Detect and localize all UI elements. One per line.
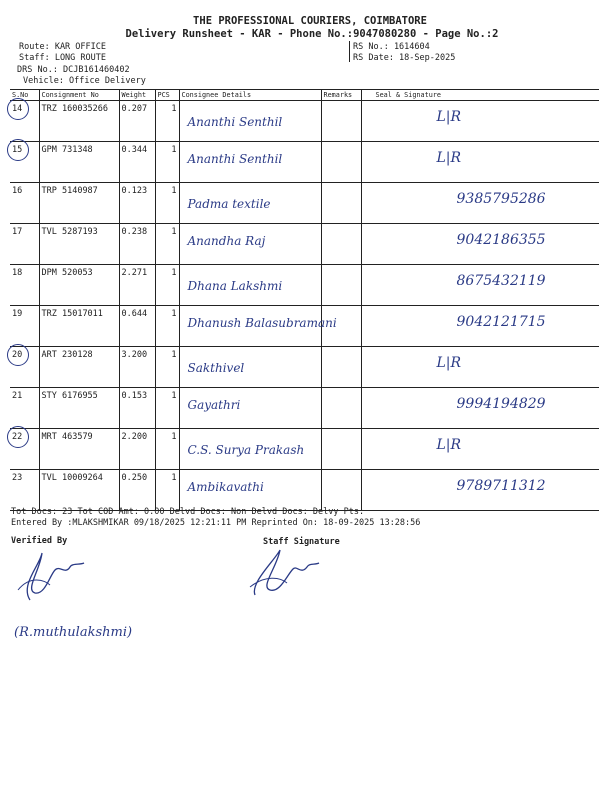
table-row — [10, 306, 599, 347]
circle-mark — [7, 344, 29, 366]
staff-signature-label: Staff Signature — [263, 537, 340, 547]
runsheet-title: Delivery Runsheet - KAR - Phone No.:9047080280 - Page No.:2 — [125, 28, 499, 40]
cell-consignee — [179, 388, 321, 429]
cell-sno — [10, 306, 39, 347]
handwritten-signature: 9789711312 — [456, 478, 546, 494]
cell-remarks — [321, 101, 361, 142]
cell-weight-text: 0.123 — [121, 186, 148, 196]
cell-consignee — [179, 142, 321, 183]
cell-consignment-text: TRP 5140987 — [41, 186, 98, 196]
cell-consignee — [179, 224, 321, 265]
cell-sno-text: 20 — [12, 350, 23, 360]
cell-weight-text: 0.207 — [121, 104, 148, 114]
cell-remarks — [321, 306, 361, 347]
col-header-consignment: Consignment No — [39, 90, 119, 101]
handwritten-consignee: Sakthivel — [187, 361, 245, 375]
circle-mark — [7, 98, 29, 120]
cell-consignment — [39, 101, 119, 142]
cell-consignment — [39, 429, 119, 470]
handwritten-consignee: Anandha Raj — [187, 234, 266, 248]
cell-consignment — [39, 224, 119, 265]
handwritten-signature: L|R — [436, 150, 462, 166]
cell-sno — [10, 224, 39, 265]
rs-no-label: RS No.: 1614604 — [353, 42, 430, 52]
cell-pcs-text: 1 — [171, 309, 177, 319]
cell-weight-text: 2.200 — [121, 432, 148, 442]
handwritten-signature: L|R — [436, 437, 462, 453]
table-row — [10, 429, 599, 470]
cell-pcs-text: 1 — [171, 473, 177, 483]
handwritten-consignee: Ambikavathi — [187, 480, 264, 494]
table-row — [10, 142, 599, 183]
table-row — [10, 388, 599, 429]
col-header-pcs: PCS — [155, 90, 179, 101]
cell-weight-text: 0.344 — [121, 145, 148, 155]
cell-consignee — [179, 429, 321, 470]
cell-pcs — [155, 388, 179, 429]
cell-weight — [119, 347, 155, 388]
company-title: THE PROFESSIONAL COURIERS, COIMBATORE — [193, 15, 427, 27]
cell-sno — [10, 142, 39, 183]
cell-remarks — [321, 224, 361, 265]
cell-sno-text: 23 — [12, 473, 23, 483]
cell-weight-text: 0.644 — [121, 309, 148, 319]
cell-seal-signature — [361, 265, 599, 306]
cell-weight-text: 0.250 — [121, 473, 148, 483]
cell-sno-text: 22 — [12, 432, 23, 442]
cell-consignee — [179, 306, 337, 347]
bottom-handwritten-name: (R.muthulakshmi) — [14, 625, 133, 640]
cell-sno-text: 19 — [12, 309, 23, 319]
cell-consignee — [179, 347, 321, 388]
cell-pcs-text: 1 — [171, 227, 177, 237]
cell-consignment-text: MRT 463579 — [41, 432, 93, 442]
cell-sno-text: 16 — [12, 186, 23, 196]
cell-pcs — [155, 142, 179, 183]
cell-seal-signature — [361, 101, 599, 142]
table-header-row — [10, 90, 599, 101]
drs-no-label: DRS No.: DCJB161460402 — [17, 65, 130, 75]
cell-consignment-text: STY 6176955 — [41, 391, 98, 401]
cell-weight-text: 2.271 — [121, 268, 148, 278]
staff-signature — [245, 545, 325, 600]
cell-pcs — [155, 429, 179, 470]
cell-weight — [119, 224, 155, 265]
cell-remarks — [321, 347, 361, 388]
cell-seal-signature — [361, 388, 599, 429]
consignment-table — [10, 89, 599, 511]
cell-seal-signature — [361, 306, 599, 347]
cell-consignment — [39, 265, 119, 306]
col-header-consignee: Consignee Details — [179, 90, 321, 101]
cell-consignment-text: ART 230128 — [41, 350, 93, 360]
cell-consignment-text: TRZ 160035266 — [41, 104, 109, 114]
verified-signature — [10, 545, 90, 605]
totals-line: Tot Docs: 23 Tot COD Amt: 0.00 Delvd Docs: Non Delvd Docs: Delvy Pts: — [11, 507, 365, 517]
handwritten-signature: L|R — [436, 355, 462, 371]
circle-mark — [7, 139, 29, 161]
handwritten-consignee: C.S. Surya Prakash — [187, 443, 305, 457]
verified-by-label: Verified By — [11, 536, 68, 546]
cell-sno — [10, 470, 39, 511]
handwritten-signature: 9042186355 — [456, 232, 546, 248]
col-header-seal: Seal & Signature — [361, 90, 599, 101]
cell-consignee — [179, 265, 321, 306]
cell-consignee — [179, 101, 321, 142]
cell-remarks — [321, 183, 361, 224]
cell-weight — [119, 183, 155, 224]
cell-sno — [10, 265, 39, 306]
cell-pcs-text: 1 — [171, 268, 177, 278]
cell-seal-signature — [361, 470, 599, 511]
cell-seal-signature — [361, 142, 599, 183]
cell-consignment-text: TVL 5287193 — [41, 227, 98, 237]
cell-weight-text: 3.200 — [121, 350, 148, 360]
cell-weight — [119, 306, 155, 347]
cell-sno — [10, 183, 39, 224]
cell-pcs — [155, 347, 179, 388]
col-header-remarks: Remarks — [321, 90, 361, 101]
cell-sno — [10, 101, 39, 142]
cell-consignment-text: TRZ 15017011 — [41, 309, 103, 319]
cell-sno-text: 15 — [12, 145, 23, 155]
cell-weight — [119, 101, 155, 142]
cell-consignment-text: GPM 731348 — [41, 145, 93, 155]
handwritten-consignee: Gayathri — [187, 398, 241, 412]
table-row — [10, 347, 599, 388]
cell-consignment — [39, 470, 119, 511]
col-header-sno: S.No — [10, 90, 39, 101]
cell-sno-text: 21 — [12, 391, 23, 401]
cell-pcs — [155, 265, 179, 306]
cell-pcs — [155, 470, 179, 511]
table-row — [10, 101, 599, 142]
handwritten-consignee: Padma textile — [187, 197, 271, 211]
cell-pcs-text: 1 — [171, 104, 177, 114]
vehicle-label: Vehicle: Office Delivery — [23, 76, 146, 86]
cell-weight — [119, 429, 155, 470]
cell-remarks — [321, 388, 361, 429]
staff-label: Staff: LONG ROUTE — [19, 53, 106, 63]
cell-consignment — [39, 142, 119, 183]
cell-remarks — [321, 265, 361, 306]
cell-remarks — [321, 429, 361, 470]
handwritten-signature: L|R — [436, 109, 462, 125]
cell-remarks — [321, 142, 361, 183]
table-row — [10, 183, 599, 224]
table-row — [10, 470, 599, 511]
cell-consignment — [39, 347, 119, 388]
route-label: Route: KAR OFFICE — [19, 42, 106, 52]
cell-pcs-text: 1 — [171, 432, 177, 442]
cell-consignment — [39, 388, 119, 429]
col-header-weight: Weight — [119, 90, 155, 101]
cell-pcs-text: 1 — [171, 145, 177, 155]
cell-pcs — [155, 224, 179, 265]
table-row — [10, 265, 599, 306]
handwritten-consignee: Ananthi Senthil — [187, 115, 283, 129]
cell-weight — [119, 470, 155, 511]
cell-consignee — [179, 183, 321, 224]
cell-sno — [10, 388, 39, 429]
cell-pcs — [155, 101, 179, 142]
cell-sno-text: 18 — [12, 268, 23, 278]
cell-weight — [119, 388, 155, 429]
cell-sno-text: 17 — [12, 227, 23, 237]
handwritten-signature: 9994194829 — [456, 396, 546, 412]
cell-sno-text: 14 — [12, 104, 23, 114]
cell-seal-signature — [361, 429, 599, 470]
cell-sno — [10, 347, 39, 388]
cell-weight — [119, 265, 155, 306]
cell-consignment — [39, 306, 119, 347]
cell-consignment-text: TVL 10009264 — [41, 473, 103, 483]
handwritten-consignee: Ananthi Senthil — [187, 152, 283, 166]
handwritten-signature: 9042121715 — [456, 314, 546, 330]
cell-sno — [10, 429, 39, 470]
table-row — [10, 224, 599, 265]
handwritten-consignee: Dhana Lakshmi — [187, 279, 283, 293]
cell-consignment — [39, 183, 119, 224]
entered-by-line: Entered By :MLAKSHMIKAR 09/18/2025 12:21:11 PM Reprinted On: 18-09-2025 13:28:56 — [11, 518, 421, 528]
cell-consignee — [179, 470, 321, 511]
cell-seal-signature — [361, 183, 599, 224]
cell-seal-signature — [361, 347, 599, 388]
cell-pcs-text: 1 — [171, 186, 177, 196]
cell-pcs — [155, 306, 179, 347]
cell-seal-signature — [361, 224, 599, 265]
handwritten-consignee: Dhanush Balasubramani — [187, 316, 337, 330]
cell-pcs-text: 1 — [171, 391, 177, 401]
rs-date-label: RS Date: 18-Sep-2025 — [353, 53, 456, 63]
rs-divider — [349, 41, 350, 62]
cell-pcs — [155, 183, 179, 224]
cell-weight-text: 0.238 — [121, 227, 148, 237]
handwritten-signature: 8675432119 — [456, 273, 546, 289]
cell-consignment-text: DPM 520053 — [41, 268, 93, 278]
cell-weight-text: 0.153 — [121, 391, 148, 401]
cell-remarks — [321, 470, 361, 511]
handwritten-signature: 9385795286 — [456, 191, 546, 207]
cell-pcs-text: 1 — [171, 350, 177, 360]
cell-weight — [119, 142, 155, 183]
circle-mark — [7, 426, 29, 448]
